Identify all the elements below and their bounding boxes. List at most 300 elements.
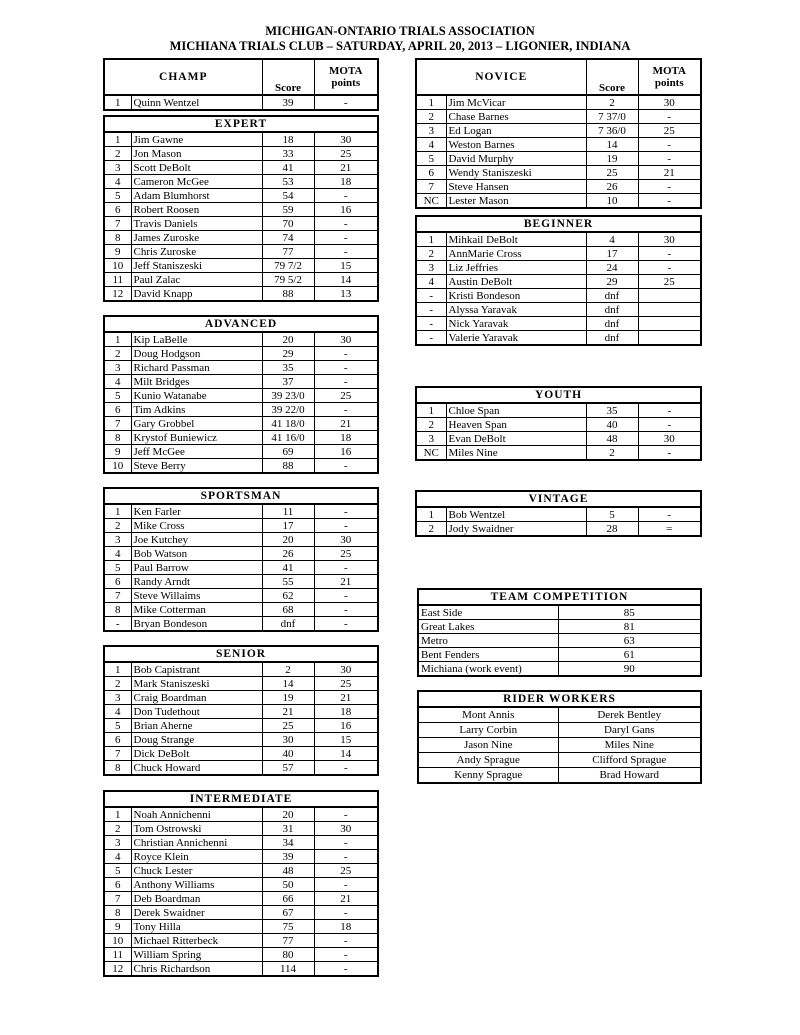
name-cell: Joe Kutchey	[131, 533, 262, 547]
table-row	[104, 95, 378, 110]
score-cell: 2	[262, 662, 314, 677]
score-cell: 25	[586, 166, 638, 180]
score-cell: 39	[262, 95, 314, 110]
table-row	[104, 575, 378, 589]
table-row	[104, 175, 378, 189]
score-cell: 20	[262, 332, 314, 347]
name-cell: Jim McVicar	[446, 95, 586, 110]
rank-cell: 2	[416, 522, 446, 537]
name-cell: Liz Jeffries	[446, 261, 586, 275]
worker-name-cell: Andy Sprague	[418, 753, 558, 768]
header-row	[104, 316, 378, 332]
mota-points-cell: -	[314, 962, 378, 977]
name-cell: Alyssa Yaravak	[446, 303, 586, 317]
rank-cell: 1	[104, 807, 131, 822]
novice-table	[415, 58, 702, 209]
score-cell: 25	[262, 719, 314, 733]
mota-points-header	[314, 59, 378, 95]
mota-points-cell: -	[314, 361, 378, 375]
score-cell: 77	[262, 245, 314, 259]
mota-points-cell: 30	[314, 533, 378, 547]
score-cell: 74	[262, 231, 314, 245]
mota-points-cell: 16	[314, 719, 378, 733]
name-cell: Chase Barnes	[446, 110, 586, 124]
name-cell: Doug Strange	[131, 733, 262, 747]
rank-cell: 5	[104, 561, 131, 575]
worker-name-cell: Brad Howard	[558, 768, 701, 784]
rank-cell: 3	[104, 691, 131, 705]
name-cell: Mark Staniszeski	[131, 677, 262, 691]
name-cell: Jeff Staniszeski	[131, 259, 262, 273]
score-cell: 34	[262, 836, 314, 850]
score-cell: 14	[262, 677, 314, 691]
score-cell: 19	[586, 152, 638, 166]
mota-points-cell: 30	[638, 95, 701, 110]
score-cell: 40	[262, 747, 314, 761]
rank-cell: 8	[104, 231, 131, 245]
mota-points-cell: -	[314, 504, 378, 519]
rank-cell: 1	[104, 95, 131, 110]
class-title: BEGINNER	[416, 216, 701, 232]
mota-points-cell: -	[314, 459, 378, 474]
score-cell: 41 18/0	[262, 417, 314, 431]
mota-points-cell: -	[638, 194, 701, 209]
mota-points-cell: -	[314, 906, 378, 920]
rank-cell: 5	[104, 389, 131, 403]
name-cell: Chuck Lester	[131, 864, 262, 878]
table-row	[416, 110, 701, 124]
table-row	[416, 152, 701, 166]
rank-cell: 1	[416, 507, 446, 522]
score-cell: 20	[262, 807, 314, 822]
rank-cell: 2	[104, 677, 131, 691]
mota-points-cell: 18	[314, 920, 378, 934]
score-cell: 80	[262, 948, 314, 962]
team-competition-table	[417, 588, 702, 677]
worker-name-cell: Jason Nine	[418, 738, 558, 753]
table-row	[416, 331, 701, 346]
header-row	[416, 387, 701, 403]
score-cell: 59	[262, 203, 314, 217]
score-cell: 75	[262, 920, 314, 934]
mota-points-cell: 30	[638, 232, 701, 247]
mota-points-cell: -	[314, 375, 378, 389]
name-cell: Bob Wentzel	[446, 507, 586, 522]
score-cell: 62	[262, 589, 314, 603]
mota-points-cell	[638, 317, 701, 331]
name-cell: Austin DeBolt	[446, 275, 586, 289]
name-cell: Dick DeBolt	[131, 747, 262, 761]
score-cell: 69	[262, 445, 314, 459]
name-cell: Scott DeBolt	[131, 161, 262, 175]
table-row	[104, 403, 378, 417]
name-cell: Kristi Bondeson	[446, 289, 586, 303]
name-cell: Richard Passman	[131, 361, 262, 375]
rank-cell: 7	[104, 589, 131, 603]
team-name-cell: Metro	[418, 634, 558, 648]
table-row	[104, 589, 378, 603]
score-cell: 31	[262, 822, 314, 836]
table-row	[104, 617, 378, 632]
mota-points-cell: -	[314, 561, 378, 575]
name-cell: Brian Aherne	[131, 719, 262, 733]
mota-points-cell: -	[314, 95, 378, 110]
name-cell: Steve Berry	[131, 459, 262, 474]
score-cell: 39	[262, 850, 314, 864]
mota-points-cell: 16	[314, 203, 378, 217]
class-title: VINTAGE	[416, 491, 701, 507]
team-score-cell: 85	[558, 605, 701, 620]
score-cell: 7 37/0	[586, 110, 638, 124]
table-row	[104, 691, 378, 705]
rank-cell: 5	[104, 719, 131, 733]
name-cell: Christian Annichenni	[131, 836, 262, 850]
name-cell: Kunio Watanabe	[131, 389, 262, 403]
score-cell: 17	[586, 247, 638, 261]
score-cell: 28	[586, 522, 638, 537]
score-cell: 41	[262, 561, 314, 575]
mota-points-cell: 16	[314, 445, 378, 459]
rank-cell: 6	[104, 878, 131, 892]
table-row	[104, 504, 378, 519]
table-title: TEAM COMPETITION	[418, 589, 701, 605]
rank-cell: 2	[104, 822, 131, 836]
rank-cell: 6	[416, 166, 446, 180]
score-cell: 35	[586, 403, 638, 418]
rank-cell: 2	[416, 247, 446, 261]
score-cell: 18	[262, 132, 314, 147]
mota-points-cell: -	[314, 807, 378, 822]
mota-points-cell: 21	[314, 417, 378, 431]
name-cell: Jeff McGee	[131, 445, 262, 459]
table-row	[104, 906, 378, 920]
rank-cell: 4	[104, 850, 131, 864]
name-cell: Jody Swaidner	[446, 522, 586, 537]
mota-points-cell	[638, 331, 701, 346]
name-cell: Chuck Howard	[131, 761, 262, 776]
table-row	[104, 836, 378, 850]
mota-points-cell	[638, 289, 701, 303]
name-cell: Ken Farler	[131, 504, 262, 519]
table-row	[418, 662, 701, 677]
score-cell: 17	[262, 519, 314, 533]
score-cell: 50	[262, 878, 314, 892]
name-cell: Noah Annichenni	[131, 807, 262, 822]
mota-points-cell: 30	[314, 132, 378, 147]
score-cell: 88	[262, 459, 314, 474]
score-cell: 77	[262, 934, 314, 948]
table-row	[104, 920, 378, 934]
rank-cell: 4	[104, 547, 131, 561]
worker-name-cell: Miles Nine	[558, 738, 701, 753]
mota-points-cell: 14	[314, 747, 378, 761]
name-cell: Wendy Staniszeski	[446, 166, 586, 180]
rank-cell: 3	[104, 161, 131, 175]
mota-points-cell: -	[638, 110, 701, 124]
mota-points-cell: 21	[314, 575, 378, 589]
table-row	[416, 275, 701, 289]
mota-points-cell: -	[314, 934, 378, 948]
name-cell: Doug Hodgson	[131, 347, 262, 361]
name-cell: Milt Bridges	[131, 375, 262, 389]
name-cell: Kip LaBelle	[131, 332, 262, 347]
table-row	[104, 347, 378, 361]
rank-cell: 1	[416, 232, 446, 247]
name-cell: Valerie Yaravak	[446, 331, 586, 346]
table-row	[104, 662, 378, 677]
mota-points-cell: -	[314, 878, 378, 892]
rank-cell: -	[104, 617, 131, 632]
name-cell: Ed Logan	[446, 124, 586, 138]
header-row	[418, 589, 701, 605]
mota-points-header	[638, 59, 701, 95]
name-cell: Steve Willaims	[131, 589, 262, 603]
team-score-cell: 90	[558, 662, 701, 677]
mota-points-cell: -	[314, 603, 378, 617]
name-cell: Chloe Span	[446, 403, 586, 418]
table-row	[104, 719, 378, 733]
table-row	[104, 161, 378, 175]
score-cell: 41 16/0	[262, 431, 314, 445]
mota-points-cell: -	[314, 519, 378, 533]
table-row	[104, 677, 378, 691]
table-row	[104, 948, 378, 962]
score-cell: 2	[586, 95, 638, 110]
table-row	[418, 648, 701, 662]
name-cell: Miles Nine	[446, 446, 586, 461]
table-row	[104, 417, 378, 431]
table-row	[416, 261, 701, 275]
score-cell: 68	[262, 603, 314, 617]
mota-points-cell: 21	[314, 161, 378, 175]
name-cell: David Knapp	[131, 287, 262, 302]
rank-cell: 6	[104, 733, 131, 747]
table-row	[416, 303, 701, 317]
name-cell: Weston Barnes	[446, 138, 586, 152]
mota-points-cell: -	[638, 138, 701, 152]
class-title: YOUTH	[416, 387, 701, 403]
score-cell: 5	[586, 507, 638, 522]
rank-cell: 3	[104, 533, 131, 547]
score-cell: 67	[262, 906, 314, 920]
table-row	[104, 459, 378, 474]
table-row	[104, 203, 378, 217]
header-row	[104, 791, 378, 807]
mota-points-cell: -	[638, 261, 701, 275]
score-cell: 11	[262, 504, 314, 519]
name-cell: Bob Capistrant	[131, 662, 262, 677]
mota-points-cell: -	[638, 507, 701, 522]
header-row	[104, 488, 378, 504]
mota-points-cell: -	[638, 418, 701, 432]
rank-cell: 11	[104, 948, 131, 962]
table-row	[104, 962, 378, 977]
rank-cell: -	[416, 303, 446, 317]
table-row	[104, 705, 378, 719]
worker-name-cell: Clifford Sprague	[558, 753, 701, 768]
mota-points-cell: 25	[314, 864, 378, 878]
score-header: Score	[262, 59, 314, 95]
name-cell: Quinn Wentzel	[131, 95, 262, 110]
team-name-cell: East Side	[418, 605, 558, 620]
name-cell: Don Tudethout	[131, 705, 262, 719]
class-title: ADVANCED	[104, 316, 378, 332]
name-cell: Michael Ritterbeck	[131, 934, 262, 948]
table-row	[104, 189, 378, 203]
rank-cell: 5	[416, 152, 446, 166]
score-cell: 54	[262, 189, 314, 203]
score-cell: 66	[262, 892, 314, 906]
rank-cell: 2	[104, 519, 131, 533]
mota-points-cell: 18	[314, 431, 378, 445]
rank-cell: 7	[104, 417, 131, 431]
table-row	[416, 232, 701, 247]
mota-points-cell: 25	[638, 275, 701, 289]
mota-points-cell: 25	[314, 547, 378, 561]
score-cell: 30	[262, 733, 314, 747]
table-row	[104, 864, 378, 878]
mota-points-cell: -	[638, 152, 701, 166]
rank-cell: 5	[104, 189, 131, 203]
mota-points-cell: -	[638, 403, 701, 418]
score-cell: 33	[262, 147, 314, 161]
rank-cell: 3	[416, 261, 446, 275]
score-cell: 48	[586, 432, 638, 446]
score-cell: 10	[586, 194, 638, 209]
table-row	[416, 180, 701, 194]
score-cell: 24	[586, 261, 638, 275]
table-row	[104, 445, 378, 459]
score-cell: 20	[262, 533, 314, 547]
score-cell: 35	[262, 361, 314, 375]
table-row	[104, 761, 378, 776]
name-cell: Robert Roosen	[131, 203, 262, 217]
table-row	[104, 273, 378, 287]
rank-cell: 10	[104, 459, 131, 474]
mota-points-cell: 14	[314, 273, 378, 287]
table-row	[104, 375, 378, 389]
score-cell: 48	[262, 864, 314, 878]
score-cell: dnf	[586, 289, 638, 303]
rank-cell: 9	[104, 245, 131, 259]
score-cell: 55	[262, 575, 314, 589]
score-cell: 53	[262, 175, 314, 189]
mota-points-cell: -	[314, 245, 378, 259]
score-cell: 14	[586, 138, 638, 152]
table-row	[416, 95, 701, 110]
name-cell: Mihkail DeBolt	[446, 232, 586, 247]
mota-points-cell: -	[638, 180, 701, 194]
mota-points-cell: 21	[314, 691, 378, 705]
rank-cell: 2	[104, 347, 131, 361]
rank-cell: 6	[104, 575, 131, 589]
name-cell: Tom Ostrowski	[131, 822, 262, 836]
team-name-cell: Bent Fenders	[418, 648, 558, 662]
beginner-table	[415, 215, 702, 346]
score-cell: 21	[262, 705, 314, 719]
team-score-cell: 81	[558, 620, 701, 634]
table-row	[416, 418, 701, 432]
rank-cell: 12	[104, 962, 131, 977]
mota-points-cell: 25	[314, 147, 378, 161]
rank-cell: NC	[416, 194, 446, 209]
name-cell: Steve Hansen	[446, 180, 586, 194]
table-row	[416, 166, 701, 180]
rank-cell: 8	[104, 431, 131, 445]
table-row	[416, 403, 701, 418]
table-row	[104, 519, 378, 533]
rank-cell: 3	[104, 836, 131, 850]
name-cell: Anthony Williams	[131, 878, 262, 892]
rank-cell: 8	[104, 906, 131, 920]
table-row	[418, 768, 701, 784]
mota-points-cell: -	[314, 347, 378, 361]
worker-name-cell: Derek Bentley	[558, 707, 701, 723]
name-cell: Mike Cross	[131, 519, 262, 533]
mota-points-cell: 30	[314, 332, 378, 347]
table-row	[104, 547, 378, 561]
title-line-2: MICHIANA TRIALS CLUB – SATURDAY, APRIL 20, 2013 – LIGONIER, INDIANA	[169, 39, 631, 53]
table-row	[416, 289, 701, 303]
table-row	[104, 822, 378, 836]
header-row	[104, 116, 378, 132]
score-cell: dnf	[586, 317, 638, 331]
mota-points-cell: 25	[638, 124, 701, 138]
mota-points-cell: -	[314, 836, 378, 850]
header-row	[104, 59, 378, 95]
score-cell: 40	[586, 418, 638, 432]
rank-cell: 2	[416, 110, 446, 124]
mota-points-cell: -	[314, 217, 378, 231]
table-row	[416, 507, 701, 522]
rank-cell: 7	[416, 180, 446, 194]
score-cell: 29	[586, 275, 638, 289]
mota-points-cell: -	[314, 850, 378, 864]
mota-points-cell: -	[314, 589, 378, 603]
name-cell: Tony Hilla	[131, 920, 262, 934]
name-cell: AnnMarie Cross	[446, 247, 586, 261]
score-cell: 7 36/0	[586, 124, 638, 138]
rank-cell: 9	[104, 445, 131, 459]
table-row	[416, 317, 701, 331]
worker-name-cell: Daryl Gans	[558, 723, 701, 738]
table-row	[104, 733, 378, 747]
mota-points-cell: -	[314, 761, 378, 776]
team-name-cell: Great Lakes	[418, 620, 558, 634]
name-cell: Lester Mason	[446, 194, 586, 209]
table-row	[418, 605, 701, 620]
rank-cell: 8	[104, 603, 131, 617]
score-cell: 39 23/0	[262, 389, 314, 403]
header-row	[416, 216, 701, 232]
rank-cell: 2	[416, 418, 446, 432]
mota-points-cell: 30	[314, 662, 378, 677]
class-title: NOVICE	[416, 59, 586, 95]
mota-points-cell	[638, 303, 701, 317]
score-cell: dnf	[586, 331, 638, 346]
mota-points-cell: 25	[314, 677, 378, 691]
mota-points-cell: 15	[314, 733, 378, 747]
rank-cell: 3	[416, 432, 446, 446]
score-cell: 41	[262, 161, 314, 175]
rank-cell: 1	[416, 403, 446, 418]
name-cell: Tim Adkins	[131, 403, 262, 417]
name-cell: Derek Swaidner	[131, 906, 262, 920]
rank-cell: 4	[104, 175, 131, 189]
rank-cell: 8	[104, 761, 131, 776]
score-cell: dnf	[262, 617, 314, 632]
score-cell: 114	[262, 962, 314, 977]
